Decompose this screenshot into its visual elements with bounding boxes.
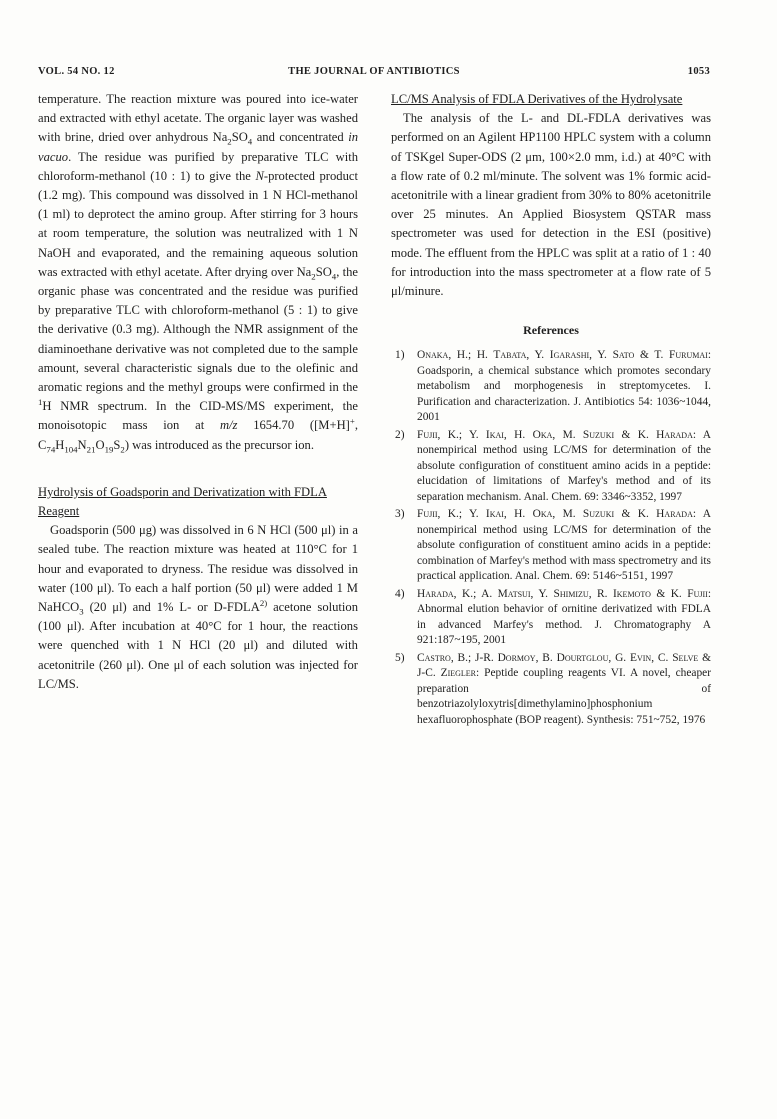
- reference-item: 3) Fujii, K.; Y. Ikai, H. Oka, M. Suzuki & K. Harada: A nonempirical method using LC/MS for determination of the absolute configuration of constituent amino acids in a peptide: combination of Marfey's method with mass spectrometry and its practical application. Anal. Chem. 69: 5146~5151, 1997: [395, 508, 711, 583]
- section-title-lcms: LC/MS Analysis of FDLA Derivatives of the Hydrolysate: [391, 92, 683, 106]
- reference-item: 1) Onaka, H.; H. Tabata, Y. Igarashi, Y. Sato & T. Furumai: Goadsporin, a chemical substance which promotes secondary metabolism and morphogenesis in streptomycetes. I. Purification and characterization. J. Antibiotics 54: 1036~1044, 2001: [395, 349, 711, 424]
- journal-title: THE JOURNAL OF ANTIBIOTICS: [288, 66, 460, 77]
- page-number: 1053: [687, 66, 710, 77]
- right-column: [391, 90, 711, 730]
- running-header: [38, 66, 710, 80]
- reference-list: [391, 348, 711, 728]
- volume-issue: VOL. 54 NO. 12: [38, 66, 115, 77]
- paragraph-hydrolysis: Goadsporin (500 μg) was dissolved in 6 N HCl (500 μl) in a sealed tube. The reaction mixture was heated at 110°C for 1 hour and evaporated to dryness. The residue was dissolved in water (100 μl). To each a half portion (50 μl) were added 1 M NaHCO$_3$ (20 μl) and 1% L- or D-FDLA$^{2)}$ acetone solution (100 μl). After incubation at 40°C for 1 hour, the reactions were quenched with 1 N HCl (20 μl) and diluted with acetonitrile (260 μl). One μl of each solution was injected for LC/MS.: [38, 523, 359, 691]
- reference-item: 2) Fujii, K.; Y. Ikai, H. Oka, M. Suzuki & K. Harada: A nonempirical method using LC/MS for determination of the absolute configuration of constituent amino acids in a peptide: elucidation of limitations of Marfey's method and of its separation mechanism. Anal. Chem. 69: 3346~3352, 1997: [395, 428, 711, 503]
- section-title-hydrolysis: Hydrolysis of Goadsporin and Derivatization with FDLA Reagent: [38, 484, 327, 519]
- reference-item: 5) Castro, B.; J-R. Dormoy, B. Dourtglou, G. Evin, C. Selve & J-C. Ziegler: Peptide coupling reagents VI. A novel, cheaper preparation of benzotriazolyloxytris[dimethylamino]phosphonium hexafluorophosphate (BOP reagent). Synthesis: 751~752, 1976: [395, 651, 712, 726]
- paragraph-lcms: The analysis of the L- and DL-FDLA derivatives was performed on an Agilent HP1100 HPLC system with a column of TSKgel Super-ODS (2 μm, 100×2.0 mm, i.d.) at 40°C with a flow rate of 0.2 ml/minute. The solvent was 1% formic acid-acetonitrile with a linear gradient from 30% to 80% acetonitrile over 25 minutes. An Applied Biosystem QSTAR mass spectrometer was used for detection in the ESI (positive) mode. The effluent from the HPLC was split at a ratio of 1 : 40 for introduction into the mass spectrometer at a flow rate of 5 μl/minure.: [391, 111, 711, 299]
- left-column: [38, 90, 358, 694]
- reference-item: 4) Harada, K.; A. Matsui, Y. Shimizu, R. Ikemoto & K. Fujii: Abnormal elution behavior of ornitine derivatized with FDLA in advanced Marfey's method. J. Chromatography A 921:187~195, 2001: [395, 587, 711, 647]
- paragraph-derivative-synthesis: temperature. The reaction mixture was poured into ice-water and extracted with ethyl acetate. The organic layer was washed with brine, dried over anhydrous $Na_2SO_4$ and concentrated in vacuo. The residue was purified by preparative TLC with chloroform-methanol (10 : 1) to give the N-protected product (1.2 mg). This compound was dissolved in 1 N HCl-methanol (1 ml) to deprotect the amino group. After stirring for 3 hours at room temperature, the solution was neutralized with 1 N NaOH and evaporated, and the remaining aqueous solution was extracted with ethyl acetate. After drying over $Na_2SO_4$, the organic phase was concentrated and the residue was purified by preparative TLC with chloroform-methanol (5 : 1) to give the derivative (0.3 mg). Although the NMR assignment of the diaminoethane derivative was not completed due to the sample amount, several characteristic signals due to the olefinic and aromatic regions and the methyl groups were confirmed in the $^1$H NMR spectrum. In the CID-MS/MS experiment, the monoisotopic mass ion at m/z 1654.70 ([M+H]+, $C_{74}H_{104}N_{21}O_{19}S_2$) was introduced as the precursor ion.: [38, 92, 359, 455]
- references-heading: References: [523, 323, 579, 338]
